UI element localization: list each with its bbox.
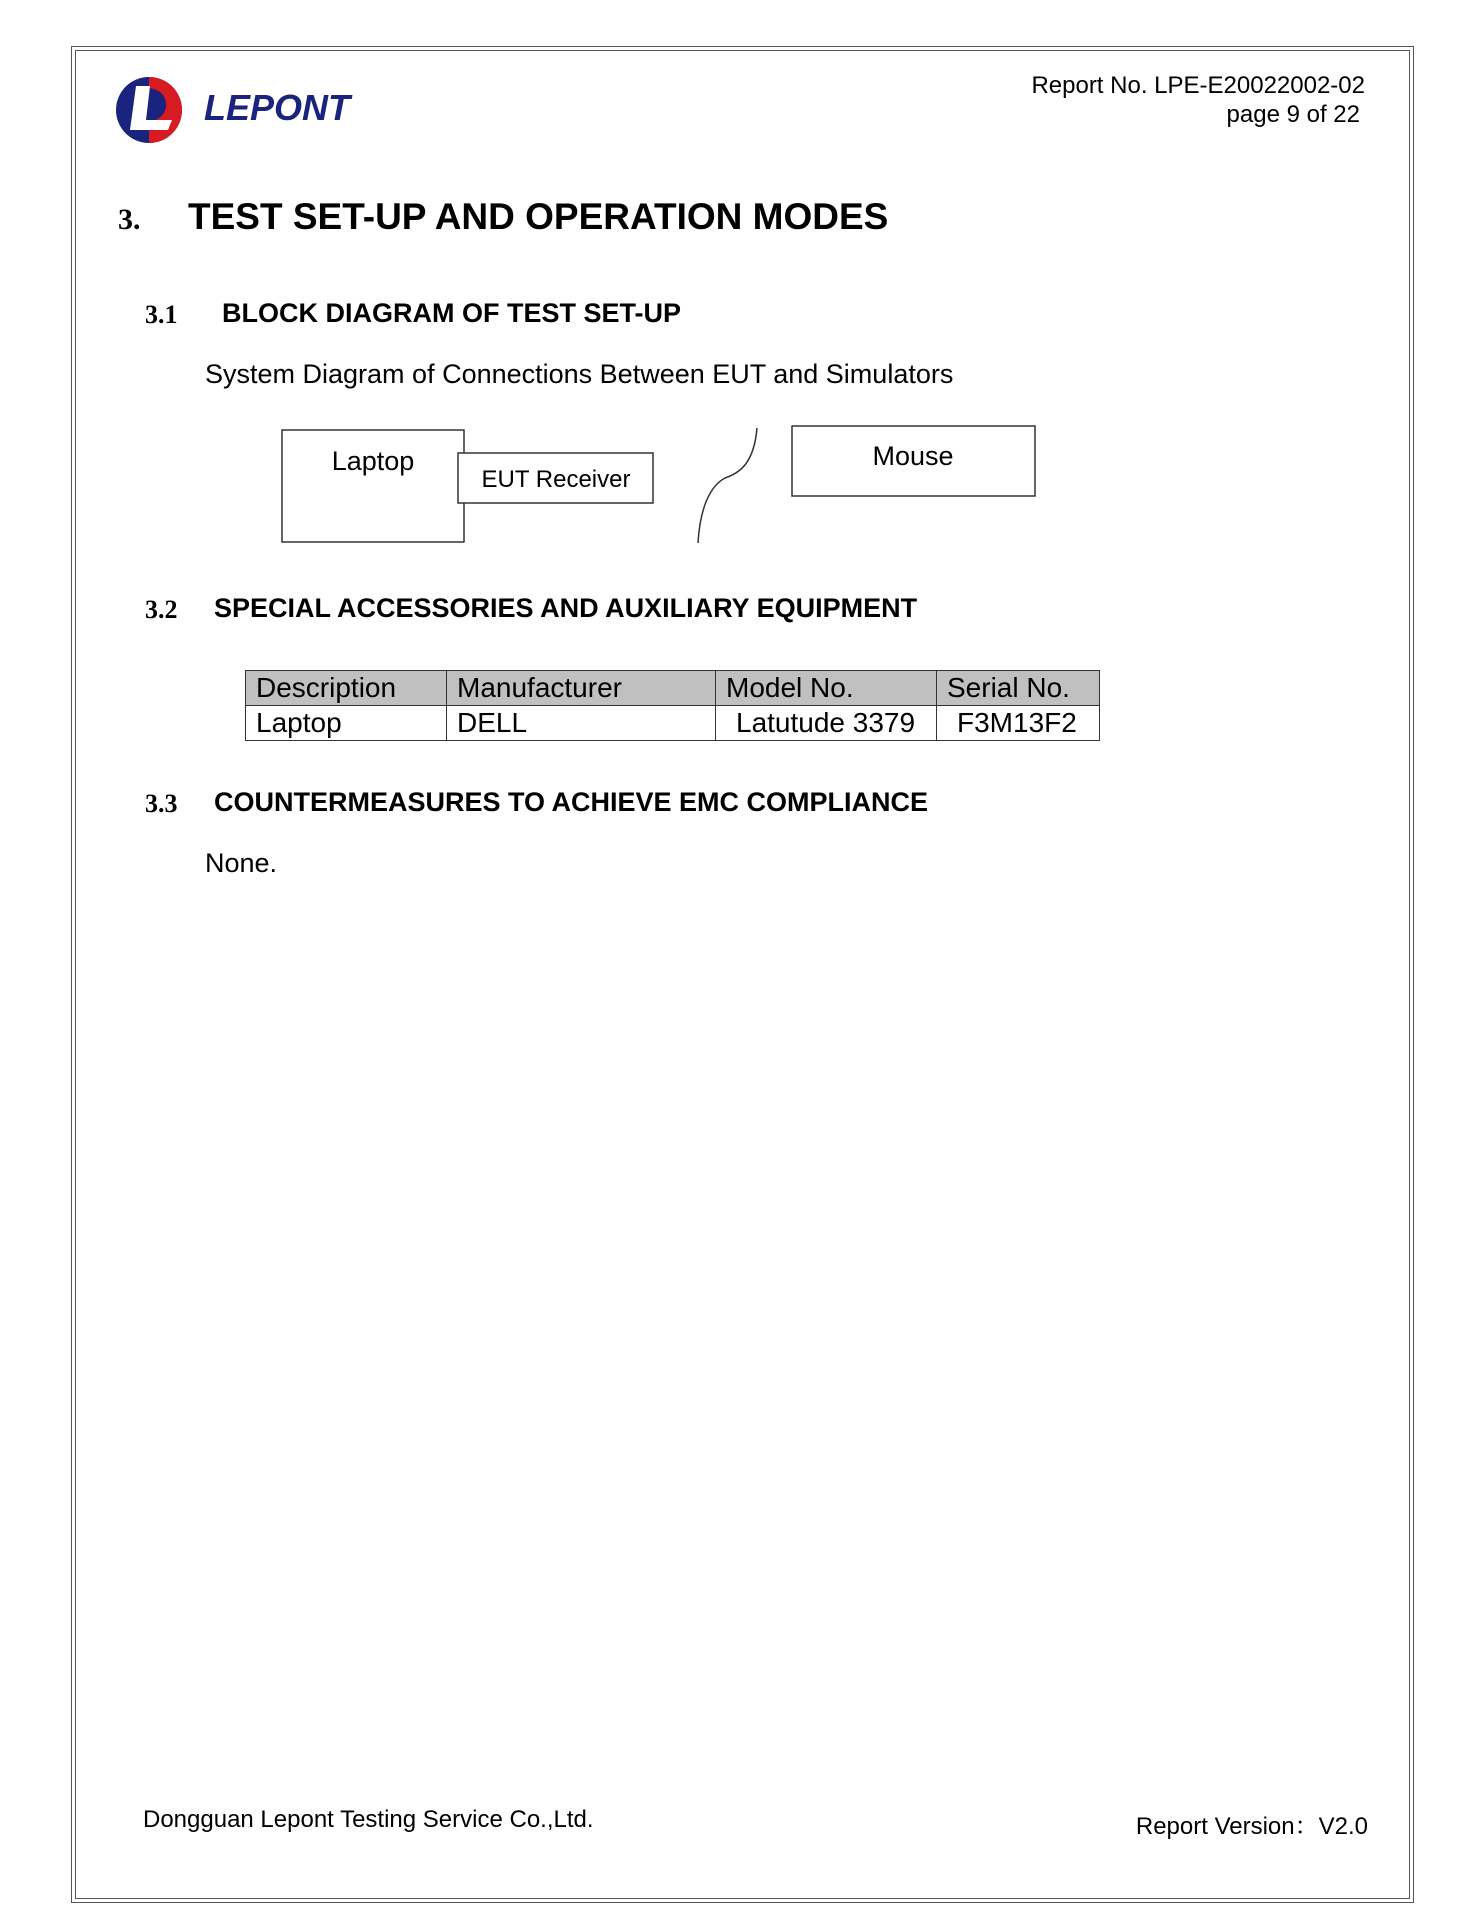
cell-serial: F3M13F2 (937, 706, 1100, 741)
subsection-3-3-number: 3.3 (145, 789, 178, 818)
block-diagram (270, 418, 1050, 548)
subsection-3-2-title: SPECIAL ACCESSORIES AND AUXILIARY EQUIPMENT (214, 593, 918, 623)
mouse-label: Mouse (872, 441, 954, 471)
subsection-3-2-number: 3.2 (145, 595, 178, 624)
eut-receiver-label: EUT Receiver (481, 466, 631, 493)
footer-company: Dongguan Lepont Testing Service Co.,Ltd. (143, 1806, 594, 1833)
footer-version: Report Version：V2.0 (1135, 1813, 1368, 1840)
cell-model: Latutude 3379 (716, 706, 937, 741)
lepont-logo (106, 68, 406, 146)
section-title: TEST SET-UP AND OPERATION MODES (188, 196, 889, 237)
report-number: Report No. LPE-E20022002-02 (1031, 72, 1365, 99)
accessories-table (245, 670, 1100, 741)
subsection-3-1-number: 3.1 (145, 300, 178, 329)
header-serial: Serial No. (937, 671, 1100, 706)
table-row (246, 706, 1100, 741)
countermeasures-text: None. (205, 848, 278, 878)
header-manufacturer: Manufacturer (447, 671, 716, 706)
cell-description: Laptop (246, 706, 447, 741)
section-number: 3. (118, 203, 141, 236)
cell-manufacturer: DELL (447, 706, 716, 741)
subsection-3-3-title: COUNTERMEASURES TO ACHIEVE EMC COMPLIANCE (214, 787, 929, 817)
wireless-link-curve (698, 428, 757, 543)
laptop-label: Laptop (331, 446, 415, 476)
subsection-3-1-title: BLOCK DIAGRAM OF TEST SET-UP (222, 298, 681, 328)
page-number: page 9 of 22 (1226, 101, 1360, 128)
header-description: Description (246, 671, 447, 706)
logo-wordmark: LEPONT (204, 87, 351, 128)
header-model: Model No. (716, 671, 937, 706)
diagram-caption: System Diagram of Connections Between EUT and Simulators (205, 359, 954, 389)
table-header-row (246, 671, 1100, 706)
